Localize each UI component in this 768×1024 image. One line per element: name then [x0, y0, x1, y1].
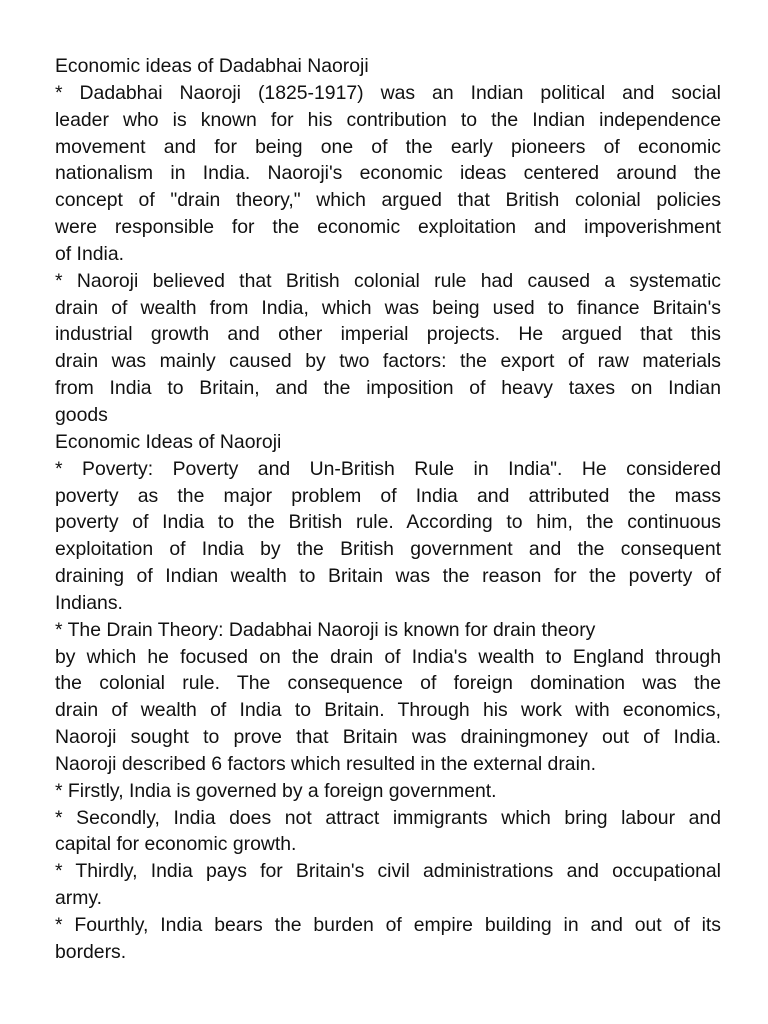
text-line: Naoroji sought to prove that Britain was drainingmoney out of India.: [55, 726, 721, 749]
text-line: by which he focused on the drain of India's wealth to England through: [55, 645, 721, 668]
text-line: the colonial rule. The consequence of foreign domination was the: [55, 672, 721, 695]
text-line: army.: [55, 887, 103, 910]
text-line: draining of Indian wealth to Britain was the reason for the poverty of: [55, 565, 721, 588]
document-text-body: [55, 53, 721, 966]
text-line: drain of wealth of India to Britain. Through his work with economics,: [55, 699, 721, 722]
text-line: * Fourthly, India bears the burden of empire building in and out of its: [55, 914, 721, 936]
text-line: * Thirdly, India pays for Britain's civil administrations and occupational: [55, 860, 721, 883]
text-line: movement and for being one of the early pioneers of economic: [55, 135, 721, 158]
text-line: poverty as the major problem of India and attributed the mass: [55, 484, 721, 507]
text-line: leader who is known for his contribution to the Indian independence: [55, 108, 721, 131]
text-line: drain was mainly caused by two factors: the export of raw materials: [55, 350, 721, 373]
text-line: poverty of India to the British rule. According to him, the continuous: [55, 511, 721, 534]
text-line: exploitation of India by the British government and the consequent: [55, 538, 721, 561]
text-line: * Firstly, India is governed by a foreign government.: [55, 779, 497, 802]
text-line: Naoroji described 6 factors which resulted in the external drain.: [55, 752, 597, 775]
text-line: * Poverty: Poverty and Un-British Rule in India". He considered: [55, 457, 721, 480]
text-line: borders.: [55, 940, 127, 963]
text-line: industrial growth and other imperial projects. He argued that this: [55, 323, 721, 346]
text-line: * Dadabhai Naoroji (1825-1917) was an Indian political and social: [55, 81, 721, 104]
text-line: nationalism in India. Naoroji's economic ideas centered around the: [55, 162, 721, 185]
text-line: from India to Britain, and the imposition of heavy taxes on Indian: [55, 377, 721, 400]
text-line: of India.: [55, 242, 124, 265]
text-line: capital for economic growth.: [55, 833, 297, 856]
text-line: * Naoroji believed that British colonial rule had caused a systematic: [55, 269, 721, 292]
text-line: Economic Ideas of Naoroji: [55, 430, 282, 453]
text-line: drain of wealth from India, which was being used to finance Britain's: [55, 296, 721, 319]
text-line: goods: [55, 403, 108, 426]
text-line: Economic ideas of Dadabhai Naoroji: [55, 55, 369, 77]
text-line: were responsible for the economic exploitation and impoverishment: [55, 216, 721, 239]
text-line: * The Drain Theory: Dadabhai Naoroji is known for drain theory: [55, 618, 596, 641]
text-line: * Secondly, India does not attract immigrants which bring labour and: [55, 806, 721, 829]
text-line: Indians.: [55, 591, 123, 614]
text-line: concept of "drain theory," which argued that British colonial policies: [55, 189, 721, 212]
